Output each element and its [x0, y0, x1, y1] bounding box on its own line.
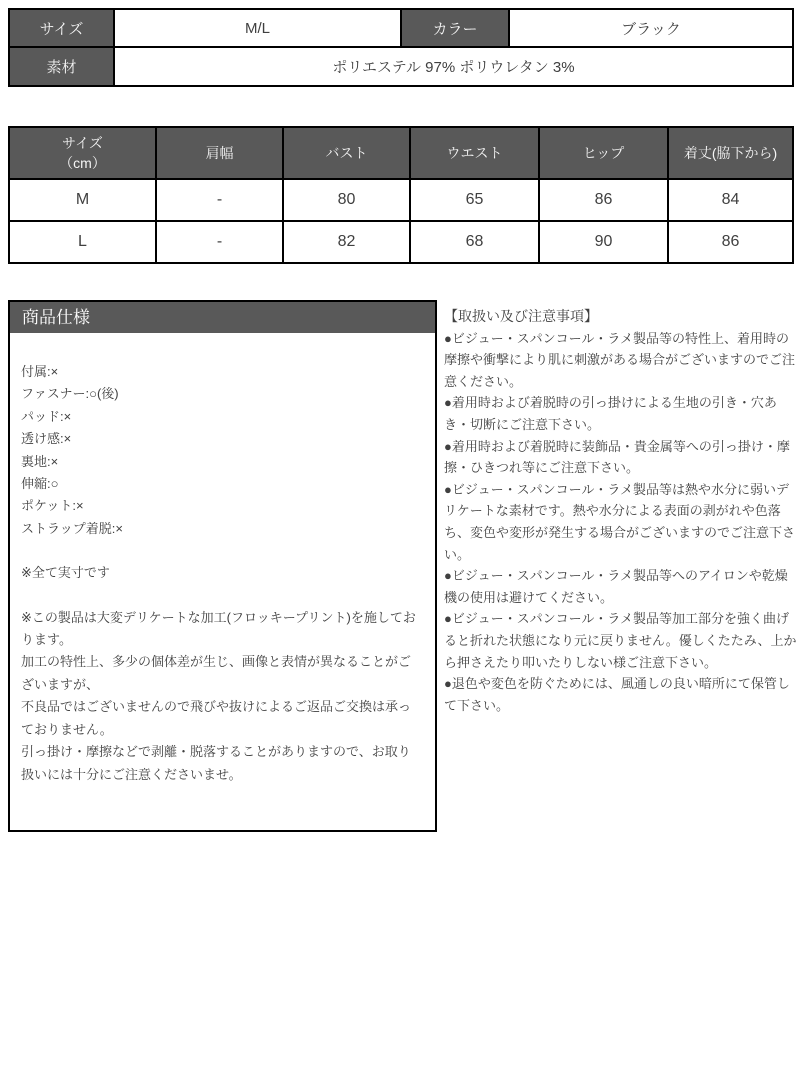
hip-header-cell: ヒップ — [539, 127, 668, 179]
spec-line-accessory: 付属:× — [21, 364, 59, 379]
care-note-item: ●ビジュー・スパンコール・ラメ製品等の特性上、着用時の摩擦や衝撃により肌に刺激がある場合がございますのでご注意ください。 — [444, 330, 796, 389]
table-row-size-l — [9, 221, 793, 263]
spec-box-body — [10, 333, 435, 786]
material-value-cell: ポリエステル 97% ポリウレタン 3% — [114, 47, 793, 86]
table-row — [9, 47, 793, 86]
care-note-item: ●着用時および着脱時に装飾品・貴金属等への引っ掛け・摩擦・ひきつれ等にご注意下さい。 — [444, 438, 790, 476]
spec-line-fastener: ファスナー:○(後) — [21, 386, 119, 402]
handling-notes-title: 【取扱い及び注意事項】 — [444, 308, 598, 324]
product-info-table — [8, 8, 794, 87]
color-value-cell: ブラック — [509, 9, 793, 47]
delicate-note-line: 加工の特性上、多少の個体差が生じ、画像と表情が異なることがございますが、 — [21, 654, 412, 692]
bust-header-cell: バスト — [283, 127, 410, 179]
material-label-cell: 素材 — [9, 47, 114, 86]
handling-notes — [444, 306, 797, 716]
spec-line-sheerness: 透け感:× — [21, 431, 72, 447]
length-value-cell: 84 — [668, 179, 793, 221]
hip-value-cell: 90 — [539, 221, 668, 263]
length-header-cell: 着丈(脇下から) — [668, 127, 793, 179]
table-row-size-m — [9, 179, 793, 221]
hip-value-cell: 86 — [539, 179, 668, 221]
waist-value-cell: 68 — [410, 221, 539, 263]
shoulder-width-header-cell: 肩幅 — [156, 127, 283, 179]
shoulder-value-cell: - — [156, 221, 283, 263]
size-value-cell: M/L — [114, 9, 401, 47]
length-value-cell: 86 — [668, 221, 793, 263]
table-row — [9, 127, 793, 179]
waist-value-cell: 65 — [410, 179, 539, 221]
delicate-processing-note — [21, 607, 423, 786]
size-cm-header-line2: （cm） — [59, 155, 106, 171]
delicate-note-line: 引っ掛け・摩擦などで剥離・脱落することがありますので、お取り扱いには十分にご注意くださいませ。 — [21, 744, 411, 782]
spec-line-pocket: ポケット:× — [21, 498, 84, 514]
spec-line-pad: パッド:× — [21, 408, 72, 424]
care-note-item: ●退色や変色を防ぐためには、風通しの良い暗所にて保管して下さい。 — [444, 676, 790, 713]
care-note-item: ●ビジュー・スパンコール・ラメ製品等加工部分を強く曲げると折れた状態になり元に戻りません。優しくたたみ、上から押さえたり叩いたりしない様ご注意下さい。 — [444, 611, 797, 670]
shoulder-value-cell: - — [156, 179, 283, 221]
spec-line-stretch: 伸縮:○ — [21, 476, 59, 492]
waist-header-cell: ウエスト — [410, 127, 539, 179]
size-cm-header-cell — [9, 127, 156, 179]
spec-line-strap: ストラップ着脱:× — [21, 520, 123, 536]
care-note-item: ●着用時および着脱時の引っ掛けによる生地の引き・穴あき・切断にご注意下さい。 — [444, 395, 777, 432]
spec-box-title: 商品仕様 — [10, 302, 435, 333]
table-row — [9, 9, 793, 47]
size-name-cell: L — [9, 221, 156, 263]
size-label-cell: サイズ — [9, 9, 114, 47]
bust-value-cell: 82 — [283, 221, 410, 263]
delicate-note-line: 不良品ではございませんので飛びや抜けによるご返品ご交換は承っておりません。 — [21, 699, 412, 737]
size-chart-table — [8, 126, 794, 264]
size-cm-header-line1: サイズ — [62, 135, 103, 151]
color-label-cell: カラー — [401, 9, 509, 47]
bust-value-cell: 80 — [283, 179, 410, 221]
care-note-item: ●ビジュー・スパンコール・ラメ製品等へのアイロンや乾燥機の使用は避けてください。 — [444, 568, 788, 605]
delicate-note-line: ※この製品は大変デリケートな加工(フロッキープリント)を施しております。 — [21, 609, 416, 648]
spec-line-lining: 裏地:× — [21, 453, 59, 469]
product-spec-box — [8, 300, 437, 832]
actual-size-note: ※全て実寸です — [21, 565, 110, 581]
care-note-item: ●ビジュー・スパンコール・ラメ製品等は熱や水分に弱いデリケートな素材です。熱や水分による表面の剥がれや色落ち、変色や変形が発生する場合がございますのでご注意下さい。 — [444, 481, 796, 562]
size-name-cell: M — [9, 179, 156, 221]
